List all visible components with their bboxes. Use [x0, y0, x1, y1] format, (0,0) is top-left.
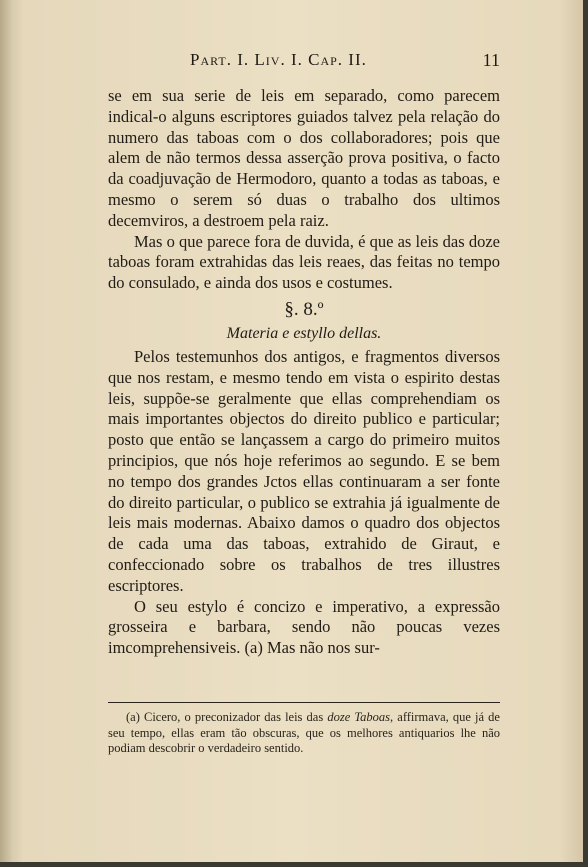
- footnote-italic: doze Taboas: [327, 710, 391, 724]
- paragraph-1: se em sua serie de leis em separado, como parecem indical-o alguns escriptores guiados talvez pela relação do numero das taboas com o dos collaboradores; pois que alem de não termos dessa asserção prova positiva, o facto da coadjuvação de Hermodoro, quanto a todas as taboas, e mesmo o serem só duas o trabalho dos ultimos decemviros, a destroem pela raiz.: [108, 86, 500, 230]
- page-number: 11: [482, 50, 500, 70]
- main-text: [108, 86, 500, 659]
- footnote-text: [108, 710, 500, 757]
- footnote-rest: , affirmava, que já de seu tempo, ellas eram tão obscuras, que os melhores antiquarios lhe não podiam descobrir o verdadeiro sentido.: [108, 710, 500, 755]
- page-header: [110, 50, 500, 74]
- footnote-rule: [108, 702, 500, 703]
- footnote: [108, 710, 500, 757]
- paragraph-4: O seu estylo é concizo e imperativo, a expressão grosseira e barbara, sendo não poucas vezes imcomprehensiveis. (a) Mas não nos sur-: [108, 596, 500, 658]
- paragraph-2: Mas o que parece fora de duvida, é que as leis das doze taboas foram extrahidas das leis reaes, das feitas no tempo do consulado, e ainda dos usos e costumes.: [108, 231, 500, 293]
- page-gutter: [0, 0, 14, 862]
- footnote-marker: (a) Cicero, o preconizador das leis das: [126, 710, 328, 724]
- paragraph-3: Pelos testemunhos dos antigos, e fragmentos diversos que nos restam, e mesmo tendo em vista o espirito destas leis, suppõe-se geralmente que ellas comprehendiam os mais importantes objectos do direito publico e particular; posto que então se lançassem a cargo do primeiro muitos principios, que nós hoje referimos ao segundo. E se bem no tempo dos grandes Jctos ellas continuaram a ser fonte do direito particular, o publico se extrahia já igualmente de leis mais modernas. Abaixo damos o quadro dos objectos de cada uma das taboas, extrahido de Giraut, e confeccionado sobre os trabalhos de tres illustres escriptores.: [108, 346, 500, 595]
- section-title: Materia e estyllo dellas.: [226, 324, 382, 342]
- running-head: Part. I. Liv. I. Cap. II.: [190, 50, 367, 69]
- section-mark: §. 8.º: [284, 298, 324, 320]
